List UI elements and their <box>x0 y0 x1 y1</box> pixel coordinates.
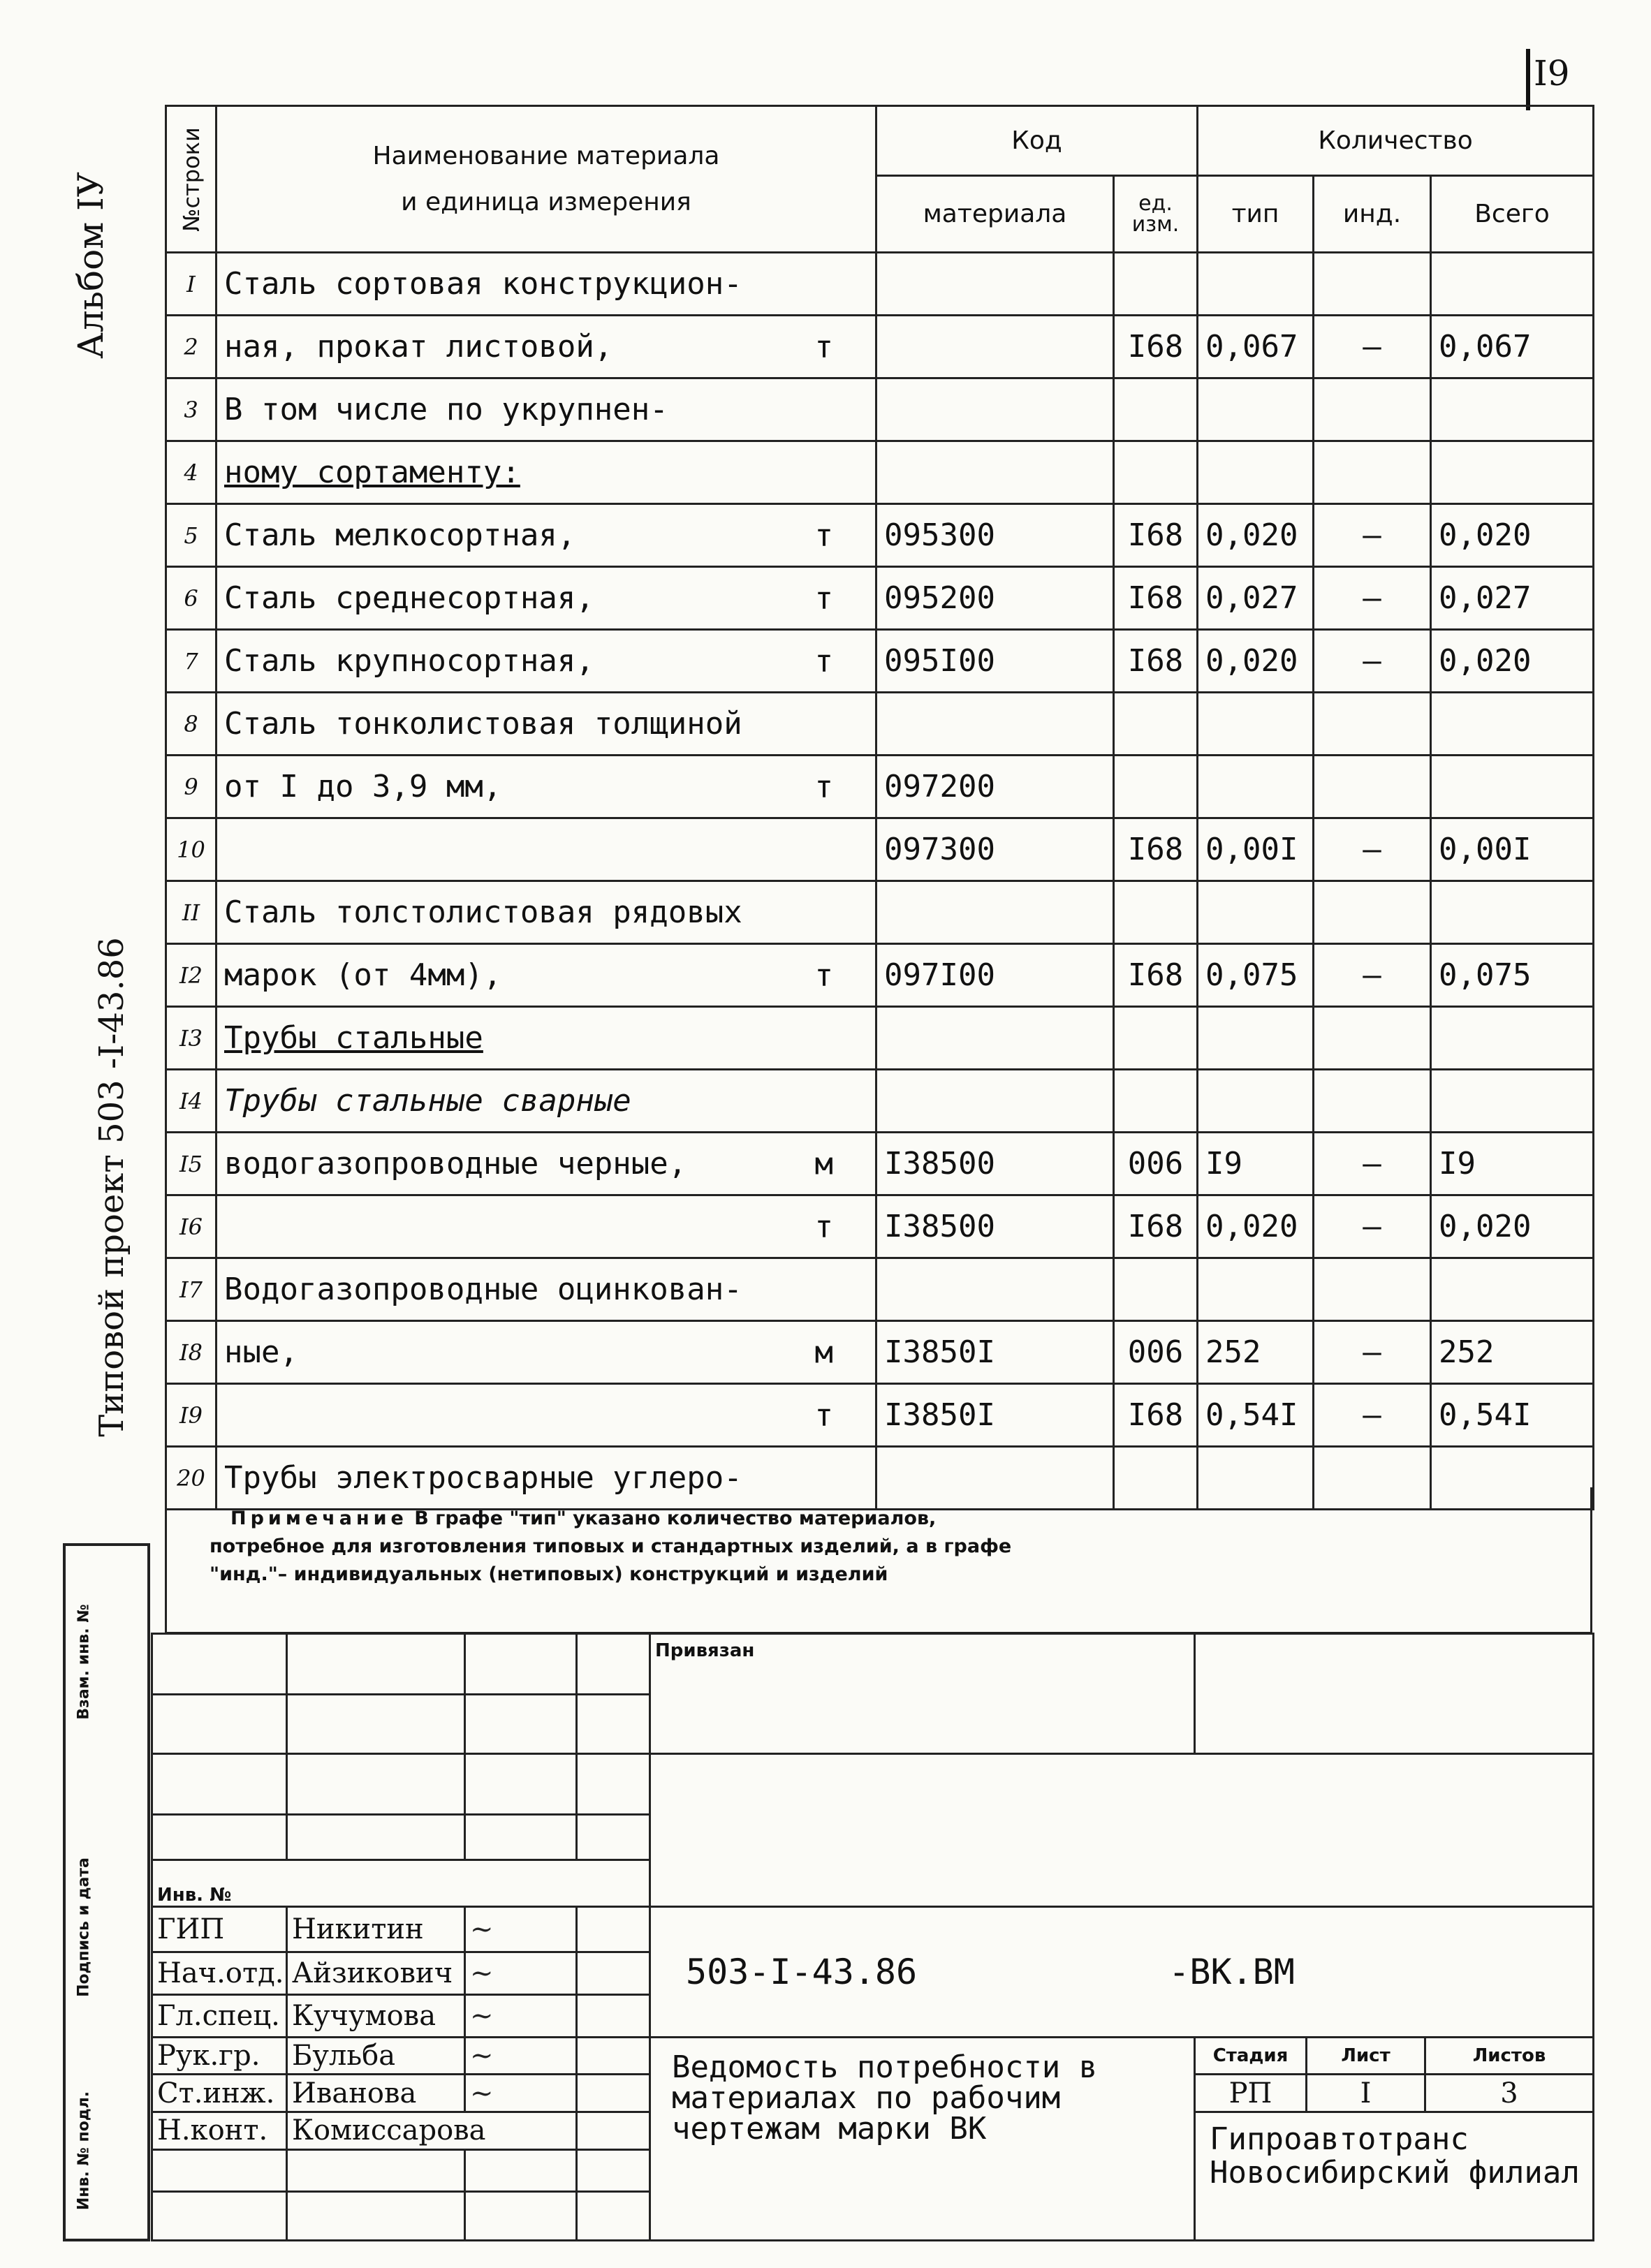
row-typ: 0,020 <box>1198 1195 1314 1258</box>
row-code: I38500 <box>876 1195 1114 1258</box>
row-typ <box>1198 253 1314 316</box>
row-number: 8 <box>166 693 217 756</box>
row-code <box>876 253 1114 316</box>
row-number: I9 <box>166 1384 217 1447</box>
row-number: 10 <box>166 818 217 881</box>
row-ind: – <box>1314 1195 1431 1258</box>
person-name: Кучумова <box>287 1995 465 2038</box>
row-number: I5 <box>166 1133 217 1195</box>
table-row <box>166 567 1594 630</box>
row-number: II <box>166 881 217 944</box>
row-total <box>1431 1007 1594 1070</box>
row-name: Сталь сортовая конструкцион- <box>217 253 876 316</box>
sheet-label: Лист <box>1307 2037 1425 2074</box>
row-name: Трубы стальные <box>217 1007 876 1070</box>
row-ind <box>1314 693 1431 756</box>
row-total <box>1431 1070 1594 1133</box>
row-name: водогазопроводные черные, м <box>217 1133 876 1195</box>
row-total: 0,020 <box>1431 1195 1594 1258</box>
row-name: т <box>217 1195 876 1258</box>
row-code <box>876 316 1114 378</box>
row-name: ные, м <box>217 1321 876 1384</box>
row-code: 095I00 <box>876 630 1114 693</box>
stamp-label-inv: Инв. № подл. <box>75 2091 93 2211</box>
side-label-project: Типовой проект 503 -I-43.86 <box>92 937 131 1437</box>
row-code: 097I00 <box>876 944 1114 1007</box>
row-total <box>1431 441 1594 504</box>
row-ind <box>1314 756 1431 818</box>
row-ind <box>1314 378 1431 441</box>
row-unit-code: I68 <box>1114 567 1198 630</box>
row-code <box>876 1007 1114 1070</box>
row-total: 0,020 <box>1431 504 1594 567</box>
row-ind: – <box>1314 944 1431 1007</box>
row-unit-code: I68 <box>1114 504 1198 567</box>
row-ind: – <box>1314 567 1431 630</box>
row-typ <box>1198 693 1314 756</box>
row-typ <box>1198 1258 1314 1321</box>
row-total <box>1431 881 1594 944</box>
header-row-number: №строки <box>166 106 217 253</box>
person-name: Никитин <box>287 1907 465 1952</box>
row-number: I3 <box>166 1007 217 1070</box>
row-code <box>876 1258 1114 1321</box>
row-typ: 0,020 <box>1198 630 1314 693</box>
row-name: Сталь крупносортная, т <box>217 630 876 693</box>
row-number: I7 <box>166 1258 217 1321</box>
row-total <box>1431 378 1594 441</box>
row-total: I9 <box>1431 1133 1594 1195</box>
signature: ~ <box>465 1907 577 1952</box>
header-code: Код <box>876 106 1198 176</box>
row-unit-code <box>1114 693 1198 756</box>
row-unit-code: I68 <box>1114 630 1198 693</box>
row-unit-code: I68 <box>1114 944 1198 1007</box>
signature: ~ <box>465 2037 577 2074</box>
row-name: В том числе по укрупнен- <box>217 378 876 441</box>
row-code: I3850I <box>876 1321 1114 1384</box>
row-number: 3 <box>166 378 217 441</box>
table-row <box>166 1070 1594 1133</box>
table-row <box>166 630 1594 693</box>
row-code: 097300 <box>876 818 1114 881</box>
row-typ: 0,54I <box>1198 1384 1314 1447</box>
note-lead: Примечание <box>230 1508 408 1529</box>
row-number: 4 <box>166 441 217 504</box>
table-row <box>166 881 1594 944</box>
row-code <box>876 881 1114 944</box>
row-ind: – <box>1314 630 1431 693</box>
organization: Гипроавтотранс Новосибирский филиал <box>1195 2112 1594 2241</box>
table-row <box>166 253 1594 316</box>
header-qty-total: Всего <box>1431 176 1594 253</box>
row-ind <box>1314 1070 1431 1133</box>
row-number: 2 <box>166 316 217 378</box>
title-block <box>151 1633 1594 2241</box>
inv-no-label: Инв. № <box>152 1860 650 1906</box>
row-total <box>1431 1258 1594 1321</box>
doc-title: Ведомость потребности в материалах по рабочим чертежам марки ВК <box>650 2037 1195 2240</box>
row-typ <box>1198 441 1314 504</box>
header-qty-ind: инд. <box>1314 176 1431 253</box>
person-name: Иванова <box>287 2075 465 2112</box>
row-number: 6 <box>166 567 217 630</box>
header-quantity: Количество <box>1198 106 1594 176</box>
table-row <box>166 1195 1594 1258</box>
row-unit-code: I68 <box>1114 818 1198 881</box>
row-total <box>1431 253 1594 316</box>
row-name: т <box>217 1384 876 1447</box>
row-code <box>876 378 1114 441</box>
person-role: Н.конт. <box>152 2112 287 2149</box>
row-number: I2 <box>166 944 217 1007</box>
table-row <box>166 1321 1594 1384</box>
row-ind <box>1314 441 1431 504</box>
person-name: Айзикович <box>287 1952 465 1995</box>
person-role: Рук.гр. <box>152 2037 287 2074</box>
table-row <box>166 944 1594 1007</box>
table-row <box>166 378 1594 441</box>
row-typ <box>1198 378 1314 441</box>
row-ind: – <box>1314 316 1431 378</box>
row-total <box>1431 693 1594 756</box>
stage-label: Стадия <box>1195 2037 1307 2074</box>
table-row <box>166 1384 1594 1447</box>
row-number: I8 <box>166 1321 217 1384</box>
header-qty-typ: тип <box>1198 176 1314 253</box>
row-unit-code <box>1114 1070 1198 1133</box>
row-name: ная, прокат листовой, т <box>217 316 876 378</box>
header-code-material: материала <box>876 176 1114 253</box>
row-typ: I9 <box>1198 1133 1314 1195</box>
table-row <box>166 818 1594 881</box>
page-number-rule <box>1526 49 1530 110</box>
row-typ <box>1198 881 1314 944</box>
materials-table <box>165 105 1594 1510</box>
row-name: от I до 3,9 мм, т <box>217 756 876 818</box>
row-name: Водогазопроводные оцинкован- <box>217 1258 876 1321</box>
note <box>210 1505 1013 1589</box>
person-role: Гл.спец. <box>152 1995 287 2038</box>
table-row <box>166 441 1594 504</box>
row-name: марок (от 4мм), т <box>217 944 876 1007</box>
row-typ: 0,075 <box>1198 944 1314 1007</box>
row-typ: 0,00I <box>1198 818 1314 881</box>
row-unit-code <box>1114 253 1198 316</box>
note-text: В графе "тип" указано количество материалов, потребное для изготовления типовых и стандартных изделий, а в графе "инд."– индивидуальных (нетиповых) конструкций и изделий <box>210 1508 1012 1585</box>
stage-value: РП <box>1195 2075 1307 2112</box>
row-code <box>876 441 1114 504</box>
row-typ <box>1198 1070 1314 1133</box>
sheets-label: Листов <box>1425 2037 1594 2074</box>
person-role: ГИП <box>152 1907 287 1952</box>
row-number: I <box>166 253 217 316</box>
person-name: Бульба <box>287 2037 465 2074</box>
row-ind: – <box>1314 818 1431 881</box>
row-typ <box>1198 1007 1314 1070</box>
row-code: I38500 <box>876 1133 1114 1195</box>
row-ind: – <box>1314 1133 1431 1195</box>
row-unit-code <box>1114 1007 1198 1070</box>
row-ind: – <box>1314 504 1431 567</box>
stamp-label-signature: Подпись и дата <box>75 1857 93 1997</box>
row-typ: 0,027 <box>1198 567 1314 630</box>
row-total: 0,067 <box>1431 316 1594 378</box>
row-code: I3850I <box>876 1384 1114 1447</box>
doc-code: 503-I-43.86 <box>686 1951 918 1992</box>
row-name: Сталь тонколистовая толщиной <box>217 693 876 756</box>
sheet-value: I <box>1307 2075 1425 2112</box>
row-number: I6 <box>166 1195 217 1258</box>
row-typ: 0,067 <box>1198 316 1314 378</box>
row-unit-code <box>1114 378 1198 441</box>
header-code-unit: ед. изм. <box>1114 176 1198 253</box>
row-ind: – <box>1314 1321 1431 1384</box>
row-total <box>1431 756 1594 818</box>
table-row <box>166 1007 1594 1070</box>
row-unit-code: I68 <box>1114 1195 1198 1258</box>
row-number: 20 <box>166 1447 217 1510</box>
row-code: 097200 <box>876 756 1114 818</box>
row-name: Сталь среднесортная, т <box>217 567 876 630</box>
row-unit-code <box>1114 881 1198 944</box>
person-name: Комиссарова <box>287 2112 577 2149</box>
row-number: 9 <box>166 756 217 818</box>
side-label-album: Альбом IУ <box>71 172 111 359</box>
table-row <box>166 1258 1594 1321</box>
signature: ~ <box>465 1995 577 2038</box>
row-unit-code: 006 <box>1114 1321 1198 1384</box>
person-role: Нач.отд. <box>152 1952 287 1995</box>
table-row <box>166 693 1594 756</box>
row-typ: 0,020 <box>1198 504 1314 567</box>
row-name: Трубы электросварные углеро- <box>217 1447 876 1510</box>
row-ind <box>1314 1007 1431 1070</box>
row-total: 0,020 <box>1431 630 1594 693</box>
row-ind <box>1314 253 1431 316</box>
row-name: Трубы стальные сварные <box>217 1070 876 1133</box>
row-total: 252 <box>1431 1321 1594 1384</box>
signature: ~ <box>465 2075 577 2112</box>
row-total: 0,00I <box>1431 818 1594 881</box>
page-number: I9 <box>1534 53 1570 94</box>
doc-mark: -ВК.ВМ <box>1168 1951 1295 1992</box>
doc-code-cell <box>650 1907 1594 2038</box>
row-unit-code: 006 <box>1114 1133 1198 1195</box>
table-row <box>166 316 1594 378</box>
row-total: 0,54I <box>1431 1384 1594 1447</box>
row-name: Сталь толстолистовая рядовых <box>217 881 876 944</box>
privyazan-label: Привязан <box>650 1634 1195 1754</box>
row-code <box>876 1070 1114 1133</box>
row-code: 095300 <box>876 504 1114 567</box>
row-unit-code <box>1114 441 1198 504</box>
row-number: 5 <box>166 504 217 567</box>
row-code <box>876 693 1114 756</box>
row-typ: 252 <box>1198 1321 1314 1384</box>
row-name: ному сортаменту: <box>217 441 876 504</box>
row-ind: – <box>1314 1384 1431 1447</box>
row-name <box>217 818 876 881</box>
row-total: 0,027 <box>1431 567 1594 630</box>
sheets-value: 3 <box>1425 2075 1594 2112</box>
stamp-label-replacement: Взам. инв. № <box>75 1604 93 1720</box>
row-unit-code <box>1114 756 1198 818</box>
row-ind <box>1314 1258 1431 1321</box>
row-total: 0,075 <box>1431 944 1594 1007</box>
row-name: Сталь мелкосортная, т <box>217 504 876 567</box>
person-role: Ст.инж. <box>152 2075 287 2112</box>
row-unit-code: I68 <box>1114 1384 1198 1447</box>
table-row <box>166 756 1594 818</box>
row-ind <box>1314 881 1431 944</box>
row-unit-code: I68 <box>1114 316 1198 378</box>
header-name: Наименование материала и единица измерения <box>217 106 876 253</box>
table-row <box>166 504 1594 567</box>
row-unit-code <box>1114 1258 1198 1321</box>
row-number: I4 <box>166 1070 217 1133</box>
row-typ <box>1198 756 1314 818</box>
row-number: 7 <box>166 630 217 693</box>
row-code: 095200 <box>876 567 1114 630</box>
signature: ~ <box>465 1952 577 1995</box>
table-row <box>166 1133 1594 1195</box>
